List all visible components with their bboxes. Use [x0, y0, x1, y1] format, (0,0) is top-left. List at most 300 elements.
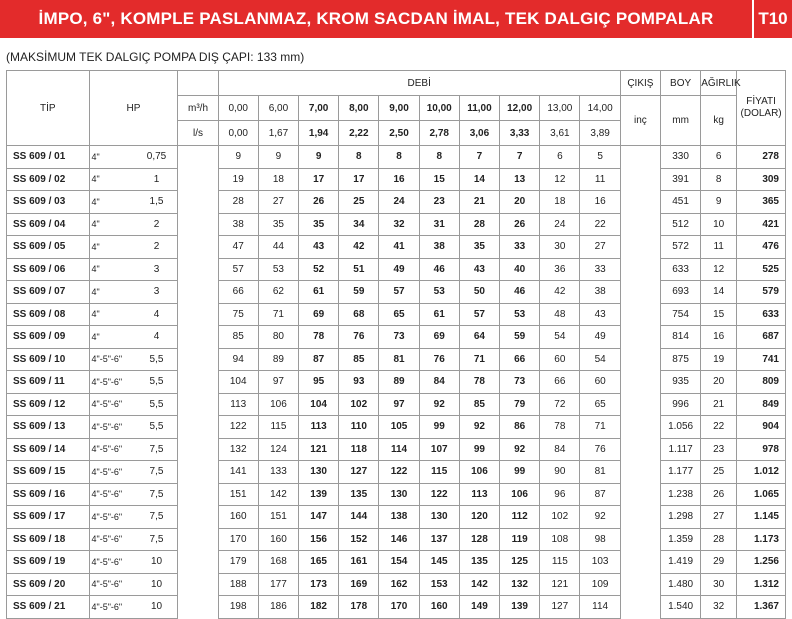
head-cell: 66	[218, 281, 258, 304]
head-cell: 151	[218, 483, 258, 506]
head-cell: 130	[419, 506, 459, 529]
head-cell: 154	[379, 551, 419, 574]
head-cell: 34	[339, 213, 379, 236]
head-cell: 48	[540, 303, 580, 326]
head-cell: 113	[299, 416, 339, 439]
head-cell: 76	[339, 326, 379, 349]
head-cell: 132	[218, 438, 258, 461]
head-cell: 53	[419, 281, 459, 304]
head-cell: 103	[580, 551, 620, 574]
weight-cell: 19	[701, 348, 737, 371]
head-cell: 7	[500, 146, 540, 169]
head-cell: 68	[339, 303, 379, 326]
weight-cell: 16	[701, 326, 737, 349]
head-cell: 130	[379, 483, 419, 506]
head-cell: 122	[379, 461, 419, 484]
head-cell: 11	[580, 168, 620, 191]
model-cell: SS 609 / 15	[7, 461, 90, 484]
outlet-cell	[620, 326, 660, 349]
head-cell: 94	[218, 348, 258, 371]
head-cell: 104	[218, 371, 258, 394]
head-cell: 120	[459, 506, 499, 529]
model-cell: SS 609 / 12	[7, 393, 90, 416]
flow-m3h-5: 10,00	[419, 96, 459, 121]
head-cell: 97	[379, 393, 419, 416]
table-row	[7, 213, 786, 236]
hp-cell: 4	[136, 303, 178, 326]
blank-cell	[178, 528, 218, 551]
head-cell: 137	[419, 528, 459, 551]
unit-m3h: m³/h	[178, 96, 218, 121]
head-cell: 141	[218, 461, 258, 484]
head-cell: 99	[419, 416, 459, 439]
head-cell: 38	[580, 281, 620, 304]
head-cell: 23	[419, 191, 459, 214]
hp-cell: 7,5	[136, 438, 178, 461]
head-cell: 113	[218, 393, 258, 416]
head-cell: 108	[540, 528, 580, 551]
head-cell: 105	[379, 416, 419, 439]
head-cell: 188	[218, 573, 258, 596]
length-cell: 572	[661, 236, 701, 259]
blank-cell	[178, 281, 218, 304]
head-cell: 8	[379, 146, 419, 169]
head-cell: 33	[500, 236, 540, 259]
table-row	[7, 483, 786, 506]
head-cell: 18	[540, 191, 580, 214]
blank-cell	[178, 416, 218, 439]
length-cell: 1.117	[661, 438, 701, 461]
outlet-cell	[620, 506, 660, 529]
flow-ls-2: 1,94	[299, 121, 339, 146]
head-cell: 8	[339, 146, 379, 169]
model-cell: SS 609 / 14	[7, 438, 90, 461]
length-cell: 451	[661, 191, 701, 214]
head-cell: 85	[339, 348, 379, 371]
head-cell: 160	[218, 506, 258, 529]
outlet-cell	[620, 551, 660, 574]
price-cell: 1.012	[737, 461, 786, 484]
header-fiyat: FİYATI (DOLAR)	[737, 71, 786, 146]
table-row	[7, 416, 786, 439]
head-cell: 50	[459, 281, 499, 304]
head-cell: 106	[258, 393, 298, 416]
blank-cell	[178, 191, 218, 214]
head-cell: 12	[540, 168, 580, 191]
unit-kg: kg	[701, 96, 737, 146]
head-cell: 87	[299, 348, 339, 371]
head-cell: 85	[459, 393, 499, 416]
head-cell: 152	[339, 528, 379, 551]
length-cell: 1.298	[661, 506, 701, 529]
head-cell: 53	[258, 258, 298, 281]
hp-cell: 5,5	[136, 416, 178, 439]
head-cell: 40	[500, 258, 540, 281]
head-cell: 9	[299, 146, 339, 169]
weight-cell: 14	[701, 281, 737, 304]
head-cell: 109	[580, 573, 620, 596]
head-cell: 118	[339, 438, 379, 461]
model-cell: SS 609 / 19	[7, 551, 90, 574]
weight-cell: 26	[701, 483, 737, 506]
weight-cell: 9	[701, 191, 737, 214]
head-cell: 151	[258, 506, 298, 529]
head-cell: 38	[419, 236, 459, 259]
head-cell: 165	[299, 551, 339, 574]
weight-cell: 22	[701, 416, 737, 439]
head-cell: 110	[339, 416, 379, 439]
head-cell: 17	[299, 168, 339, 191]
blank-cell	[178, 258, 218, 281]
section-code-badge: T10	[754, 0, 792, 38]
blank-cell	[178, 551, 218, 574]
table-row	[7, 573, 786, 596]
head-cell: 177	[258, 573, 298, 596]
model-cell: SS 609 / 11	[7, 371, 90, 394]
head-cell: 139	[500, 596, 540, 619]
head-cell: 147	[299, 506, 339, 529]
blank-cell	[178, 596, 218, 619]
flow-m3h-1: 6,00	[258, 96, 298, 121]
head-cell: 78	[459, 371, 499, 394]
flow-ls-8: 3,61	[540, 121, 580, 146]
head-cell: 114	[580, 596, 620, 619]
weight-cell: 23	[701, 438, 737, 461]
blank-cell	[178, 438, 218, 461]
head-cell: 133	[258, 461, 298, 484]
head-cell: 99	[459, 438, 499, 461]
head-cell: 160	[258, 528, 298, 551]
outlet-cell	[620, 461, 660, 484]
inch-cell: 4"-5"-6"	[89, 416, 136, 439]
outlet-cell	[620, 438, 660, 461]
head-cell: 71	[580, 416, 620, 439]
inch-cell: 4"-5"-6"	[89, 393, 136, 416]
head-cell: 142	[258, 483, 298, 506]
head-cell: 102	[540, 506, 580, 529]
head-cell: 47	[218, 236, 258, 259]
head-cell: 57	[218, 258, 258, 281]
outlet-cell	[620, 281, 660, 304]
price-cell: 1.256	[737, 551, 786, 574]
head-cell: 69	[299, 303, 339, 326]
head-cell: 31	[419, 213, 459, 236]
head-cell: 33	[580, 258, 620, 281]
head-cell: 9	[258, 146, 298, 169]
price-cell: 687	[737, 326, 786, 349]
head-cell: 173	[299, 573, 339, 596]
flow-ls-9: 3,89	[580, 121, 620, 146]
inch-cell: 4"	[89, 168, 136, 191]
hp-cell: 1	[136, 168, 178, 191]
price-cell: 978	[737, 438, 786, 461]
head-cell: 27	[258, 191, 298, 214]
table-row	[7, 371, 786, 394]
head-cell: 84	[419, 371, 459, 394]
price-cell: 849	[737, 393, 786, 416]
head-cell: 96	[540, 483, 580, 506]
flow-m3h-9: 14,00	[580, 96, 620, 121]
outlet-cell	[620, 573, 660, 596]
head-cell: 132	[500, 573, 540, 596]
head-cell: 114	[379, 438, 419, 461]
head-cell: 107	[419, 438, 459, 461]
head-cell: 49	[379, 258, 419, 281]
head-cell: 106	[459, 461, 499, 484]
blank-cell	[178, 303, 218, 326]
hp-cell: 0,75	[136, 146, 178, 169]
head-cell: 38	[218, 213, 258, 236]
price-cell: 365	[737, 191, 786, 214]
length-cell: 1.238	[661, 483, 701, 506]
table-row	[7, 506, 786, 529]
head-cell: 24	[379, 191, 419, 214]
model-cell: SS 609 / 06	[7, 258, 90, 281]
head-cell: 115	[540, 551, 580, 574]
head-cell: 44	[258, 236, 298, 259]
table-row	[7, 236, 786, 259]
flow-ls-7: 3,33	[500, 121, 540, 146]
head-cell: 160	[419, 596, 459, 619]
model-cell: SS 609 / 21	[7, 596, 90, 619]
inch-cell: 4"	[89, 258, 136, 281]
length-cell: 633	[661, 258, 701, 281]
header-tip: TİP	[7, 71, 90, 146]
hp-cell: 5,5	[136, 393, 178, 416]
head-cell: 19	[218, 168, 258, 191]
header-blank	[178, 71, 218, 96]
weight-cell: 8	[701, 168, 737, 191]
head-cell: 138	[379, 506, 419, 529]
table-row	[7, 326, 786, 349]
blank-cell	[178, 236, 218, 259]
head-cell: 92	[419, 393, 459, 416]
flow-ls-4: 2,50	[379, 121, 419, 146]
head-cell: 135	[459, 551, 499, 574]
head-cell: 170	[379, 596, 419, 619]
inch-cell: 4"-5"-6"	[89, 461, 136, 484]
head-cell: 130	[299, 461, 339, 484]
model-cell: SS 609 / 08	[7, 303, 90, 326]
inch-cell: 4"-5"-6"	[89, 438, 136, 461]
price-cell: 1.145	[737, 506, 786, 529]
flow-ls-6: 3,06	[459, 121, 499, 146]
flow-m3h-8: 13,00	[540, 96, 580, 121]
hp-cell: 3	[136, 258, 178, 281]
head-cell: 168	[258, 551, 298, 574]
head-cell: 84	[540, 438, 580, 461]
head-cell: 115	[258, 416, 298, 439]
head-cell: 127	[540, 596, 580, 619]
flow-m3h-3: 8,00	[339, 96, 379, 121]
unit-mm: mm	[661, 96, 701, 146]
head-cell: 9	[218, 146, 258, 169]
head-cell: 6	[540, 146, 580, 169]
head-cell: 15	[419, 168, 459, 191]
model-cell: SS 609 / 01	[7, 146, 90, 169]
head-cell: 59	[339, 281, 379, 304]
head-cell: 59	[500, 326, 540, 349]
weight-cell: 21	[701, 393, 737, 416]
table-row	[7, 191, 786, 214]
outlet-cell	[620, 528, 660, 551]
inch-cell: 4"	[89, 213, 136, 236]
price-cell: 1.173	[737, 528, 786, 551]
outlet-cell	[620, 146, 660, 169]
blank-cell	[178, 506, 218, 529]
table-row	[7, 528, 786, 551]
model-cell: SS 609 / 20	[7, 573, 90, 596]
head-cell: 35	[258, 213, 298, 236]
blank-cell	[178, 461, 218, 484]
length-cell: 1.540	[661, 596, 701, 619]
weight-cell: 32	[701, 596, 737, 619]
head-cell: 26	[500, 213, 540, 236]
hp-cell: 7,5	[136, 461, 178, 484]
head-cell: 198	[218, 596, 258, 619]
head-cell: 122	[218, 416, 258, 439]
table-row	[7, 596, 786, 619]
head-cell: 90	[540, 461, 580, 484]
inch-cell: 4"-5"-6"	[89, 528, 136, 551]
head-cell: 97	[258, 371, 298, 394]
head-cell: 182	[299, 596, 339, 619]
flow-ls-1: 1,67	[258, 121, 298, 146]
outlet-cell	[620, 303, 660, 326]
head-cell: 36	[540, 258, 580, 281]
price-cell: 421	[737, 213, 786, 236]
head-cell: 69	[419, 326, 459, 349]
length-cell: 754	[661, 303, 701, 326]
inch-cell: 4"-5"-6"	[89, 596, 136, 619]
head-cell: 144	[339, 506, 379, 529]
inch-cell: 4"-5"-6"	[89, 506, 136, 529]
outlet-cell	[620, 348, 660, 371]
head-cell: 17	[339, 168, 379, 191]
head-cell: 75	[218, 303, 258, 326]
head-cell: 95	[299, 371, 339, 394]
table-row	[7, 146, 786, 169]
hp-cell: 10	[136, 573, 178, 596]
outlet-cell	[620, 191, 660, 214]
head-cell: 142	[459, 573, 499, 596]
head-cell: 80	[258, 326, 298, 349]
head-cell: 61	[299, 281, 339, 304]
weight-cell: 6	[701, 146, 737, 169]
head-cell: 146	[379, 528, 419, 551]
price-cell: 1.065	[737, 483, 786, 506]
price-cell: 525	[737, 258, 786, 281]
hp-cell: 2	[136, 213, 178, 236]
weight-cell: 27	[701, 506, 737, 529]
head-cell: 65	[379, 303, 419, 326]
head-cell: 35	[459, 236, 499, 259]
model-cell: SS 609 / 03	[7, 191, 90, 214]
head-cell: 102	[339, 393, 379, 416]
head-cell: 106	[500, 483, 540, 506]
table-row	[7, 168, 786, 191]
head-cell: 156	[299, 528, 339, 551]
head-cell: 87	[580, 483, 620, 506]
weight-cell: 20	[701, 371, 737, 394]
head-cell: 25	[339, 191, 379, 214]
head-cell: 26	[299, 191, 339, 214]
table-row	[7, 303, 786, 326]
head-cell: 52	[299, 258, 339, 281]
flow-m3h-0: 0,00	[218, 96, 258, 121]
outlet-cell	[620, 213, 660, 236]
head-cell: 122	[419, 483, 459, 506]
model-cell: SS 609 / 17	[7, 506, 90, 529]
head-cell: 28	[459, 213, 499, 236]
length-cell: 875	[661, 348, 701, 371]
inch-cell: 4"-5"-6"	[89, 371, 136, 394]
head-cell: 85	[218, 326, 258, 349]
head-cell: 71	[459, 348, 499, 371]
hp-cell: 10	[136, 551, 178, 574]
table-row	[7, 393, 786, 416]
length-cell: 1.359	[661, 528, 701, 551]
head-cell: 8	[419, 146, 459, 169]
head-cell: 43	[459, 258, 499, 281]
head-cell: 76	[580, 438, 620, 461]
flow-m3h-7: 12,00	[500, 96, 540, 121]
head-cell: 89	[379, 371, 419, 394]
max-diameter-note: (MAKSİMUM TEK DALGIÇ POMPA DIŞ ÇAPI: 133 mm)	[6, 50, 305, 64]
head-cell: 57	[459, 303, 499, 326]
hp-cell: 10	[136, 596, 178, 619]
outlet-cell	[620, 596, 660, 619]
head-cell: 66	[540, 371, 580, 394]
inch-cell: 4"-5"-6"	[89, 573, 136, 596]
head-cell: 81	[580, 461, 620, 484]
price-cell: 904	[737, 416, 786, 439]
flow-m3h-4: 9,00	[379, 96, 419, 121]
head-cell: 27	[580, 236, 620, 259]
weight-cell: 15	[701, 303, 737, 326]
head-cell: 153	[419, 573, 459, 596]
head-cell: 24	[540, 213, 580, 236]
head-cell: 13	[500, 168, 540, 191]
inch-cell: 4"	[89, 326, 136, 349]
length-cell: 330	[661, 146, 701, 169]
inch-cell: 4"	[89, 236, 136, 259]
head-cell: 79	[500, 393, 540, 416]
length-cell: 935	[661, 371, 701, 394]
head-cell: 57	[379, 281, 419, 304]
length-cell: 1.056	[661, 416, 701, 439]
head-cell: 5	[580, 146, 620, 169]
head-cell: 169	[339, 573, 379, 596]
head-cell: 46	[500, 281, 540, 304]
weight-cell: 11	[701, 236, 737, 259]
head-cell: 16	[580, 191, 620, 214]
head-cell: 81	[379, 348, 419, 371]
head-cell: 73	[379, 326, 419, 349]
length-cell: 693	[661, 281, 701, 304]
head-cell: 66	[500, 348, 540, 371]
blank-cell	[178, 326, 218, 349]
model-cell: SS 609 / 10	[7, 348, 90, 371]
weight-cell: 30	[701, 573, 737, 596]
head-cell: 76	[419, 348, 459, 371]
head-cell: 93	[339, 371, 379, 394]
head-cell: 32	[379, 213, 419, 236]
head-cell: 127	[339, 461, 379, 484]
blank-cell	[178, 393, 218, 416]
head-cell: 161	[339, 551, 379, 574]
head-cell: 35	[299, 213, 339, 236]
